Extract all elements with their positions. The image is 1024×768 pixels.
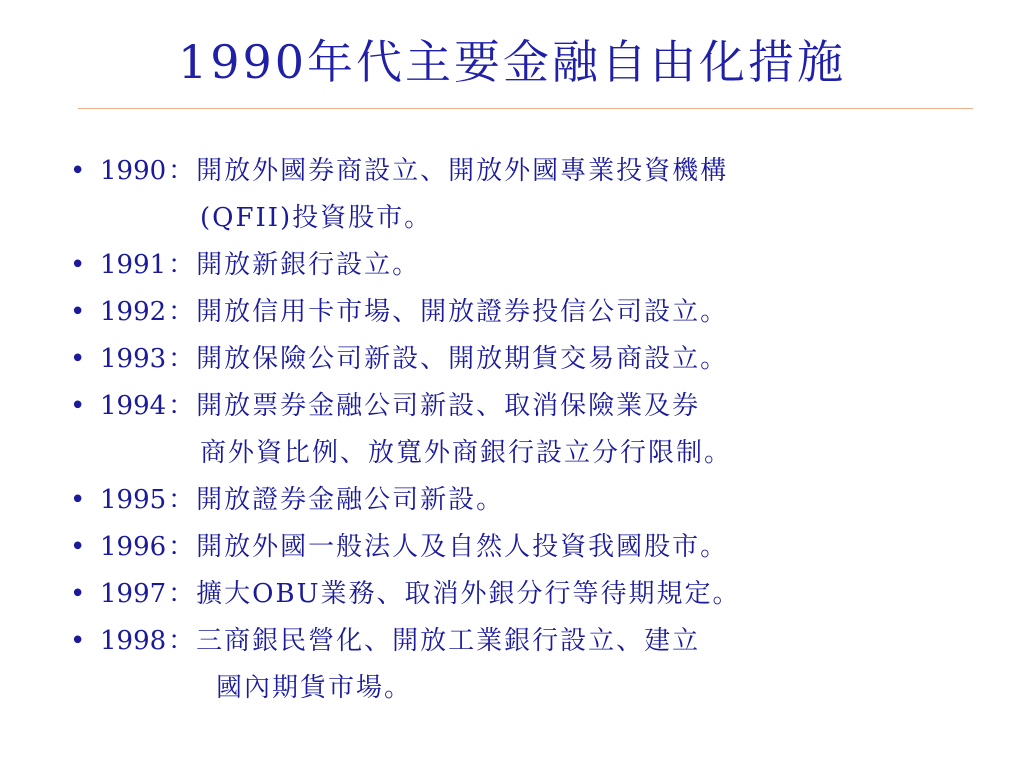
bullet-icon: • [70,579,86,609]
item-year: 1996 [100,532,167,562]
item-separator: ： [168,391,195,421]
list-item-1997 [70,571,970,618]
item-year: 1997 [100,579,167,609]
list-item-1993 [70,336,970,383]
item-separator: ： [168,626,195,656]
item-text: 開放證券金融公司新設。 [196,485,505,515]
item-text: 開放外國一般法人及自然人投資我國股市。 [196,532,729,562]
list-item-1995 [70,477,970,524]
item-year: 1993 [100,344,167,374]
item-separator: ： [168,532,195,562]
list-item-1996 [70,524,970,571]
item-separator: ： [168,156,195,186]
item-text: 開放保險公司新設、開放期貨交易商設立。 [196,344,729,374]
list-item-1998 [70,618,970,712]
item-year: 1991 [100,250,167,280]
item-text-continued: 國內期貨市場。 [216,673,413,703]
bullet-icon: • [70,156,86,186]
measures-list [70,148,970,712]
item-text-continued: 商外資比例、放寬外商銀行設立分行限制。 [200,438,733,468]
item-separator: ： [168,297,195,327]
list-item-1991 [70,242,970,289]
item-separator: ： [168,344,195,374]
item-text-continued: (QFII)投資股市。 [200,203,433,233]
bullet-icon: • [70,297,86,327]
item-text: 三商銀民營化、開放工業銀行設立、建立 [196,626,701,656]
bullet-icon: • [70,250,86,280]
item-year: 1995 [100,485,167,515]
slide-title: 1990年代主要金融自由化措施 [177,35,847,89]
item-text: 擴大OBU業務、取消外銀分行等待期規定。 [196,579,741,609]
item-text: 開放信用卡市場、開放證券投信公司設立。 [196,297,729,327]
item-text: 開放外國券商設立、開放外國專業投資機構 [196,156,729,186]
title-divider [78,108,973,109]
item-year: 1994 [100,391,167,421]
item-year: 1990 [100,156,167,186]
item-separator: ： [168,579,195,609]
list-item-1992 [70,289,970,336]
item-year: 1998 [100,626,167,656]
bullet-icon: • [70,626,86,656]
list-item-1990 [70,148,970,242]
item-separator: ： [168,485,195,515]
list-item-1994 [70,383,970,477]
item-separator: ： [168,250,195,280]
item-year: 1992 [100,297,167,327]
bullet-icon: • [70,485,86,515]
bullet-icon: • [70,532,86,562]
item-text: 開放新銀行設立。 [196,250,421,280]
bullet-icon: • [70,391,86,421]
item-text: 開放票券金融公司新設、取消保險業及券 [196,391,701,421]
bullet-icon: • [70,344,86,374]
